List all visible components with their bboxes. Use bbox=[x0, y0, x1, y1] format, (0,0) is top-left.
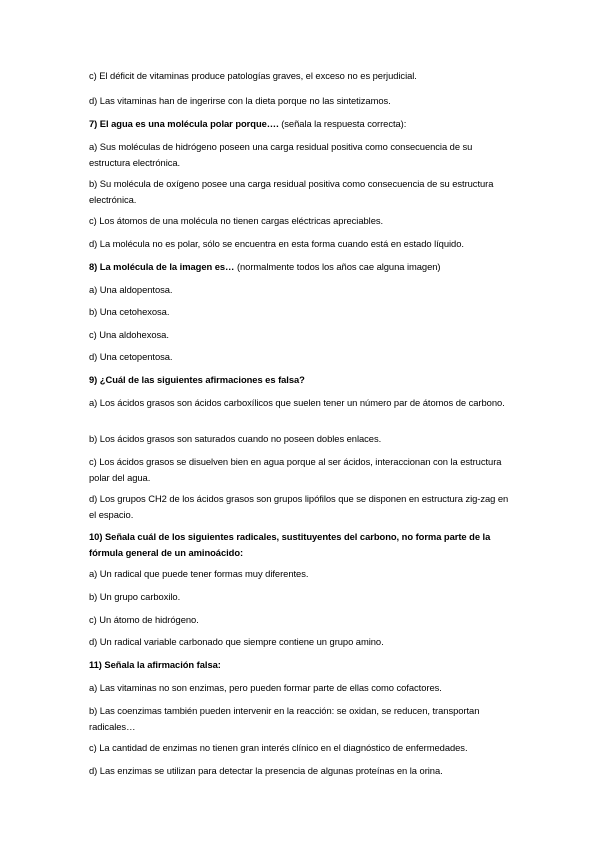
question-7-heading bbox=[89, 116, 514, 132]
option-line: d) Las enzimas se utilizan para detectar la presencia de algunas proteínas en la orina. bbox=[89, 765, 443, 776]
question-title: 8) La molécula de la imagen es… bbox=[89, 261, 235, 272]
option-line: a) Una aldopentosa. bbox=[89, 284, 173, 295]
question-title: 11) Señala la afirmación falsa: bbox=[89, 659, 221, 670]
question-title: 9) ¿Cuál de las siguientes afirmaciones es falsa? bbox=[89, 374, 305, 385]
option-line: d) Una cetopentosa. bbox=[89, 351, 173, 362]
question-note: (normalmente todos los años cae alguna imagen) bbox=[234, 261, 441, 272]
option-line: c) La cantidad de enzimas no tienen gran interés clínico en el diagnóstico de enfermedades. bbox=[89, 742, 468, 753]
option-line: b) Los ácidos grasos son saturados cuando no poseen dobles enlaces. bbox=[89, 433, 382, 444]
option-line: c) Un átomo de hidrógeno. bbox=[89, 614, 199, 625]
option-line: b) Una cetohexosa. bbox=[89, 306, 170, 317]
option-line: a) Sus moléculas de hidrógeno poseen una carga residual positiva como consecuencia de su estructura electrónica. bbox=[89, 141, 473, 168]
question-title: 10) Señala cuál de los siguientes radicales, sustituyentes del carbono, no forma parte de la fórmula general de un aminoácido: bbox=[89, 531, 491, 558]
option-line: a) Un radical que puede tener formas muy diferentes. bbox=[89, 568, 309, 579]
question-10-heading bbox=[89, 529, 514, 560]
option-line: d) Las vitaminas han de ingerirse con la dieta porque no las sintetizamos. bbox=[89, 95, 391, 106]
option-line: a) Las vitaminas no son enzimas, pero pueden formar parte de ellas como cofactores. bbox=[89, 682, 442, 693]
option-line: b) Las coenzimas también pueden intervenir en la reacción: se oxidan, se reducen, transportan radicales… bbox=[89, 705, 480, 732]
option-line: c) Los ácidos grasos se disuelven bien en agua porque al ser ácidos, interaccionan con la estructura polar del agua. bbox=[89, 456, 502, 483]
option-line: b) Un grupo carboxilo. bbox=[89, 591, 181, 602]
question-note: (señala la respuesta correcta): bbox=[278, 118, 407, 129]
option-line: d) Un radical variable carbonado que siempre contiene un grupo amino. bbox=[89, 636, 384, 647]
option-line: d) Los grupos CH2 de los ácidos grasos son grupos lipófilos que se disponen en estructura zig-zag en el espacio. bbox=[89, 493, 509, 520]
option-line: c) Los átomos de una molécula no tienen cargas eléctricas apreciables. bbox=[89, 215, 384, 226]
question-8-heading bbox=[89, 259, 514, 275]
question-9-heading bbox=[89, 372, 514, 388]
option-line: a) Los ácidos grasos son ácidos carboxílicos que suelen tener un número par de átomos de carbono. bbox=[89, 397, 505, 408]
option-line: d) La molécula no es polar, sólo se encuentra en esta forma cuando está en estado líquido. bbox=[89, 238, 464, 249]
question-title: 7) El agua es una molécula polar porque…. bbox=[89, 118, 279, 129]
option-line: c) El déficit de vitaminas produce patologías graves, el exceso no es perjudicial. bbox=[89, 70, 417, 81]
question-11-heading bbox=[89, 657, 514, 673]
option-line: b) Su molécula de oxígeno posee una carga residual positiva como consecuencia de su estructura electrónica. bbox=[89, 178, 494, 205]
option-line: c) Una aldohexosa. bbox=[89, 329, 169, 340]
